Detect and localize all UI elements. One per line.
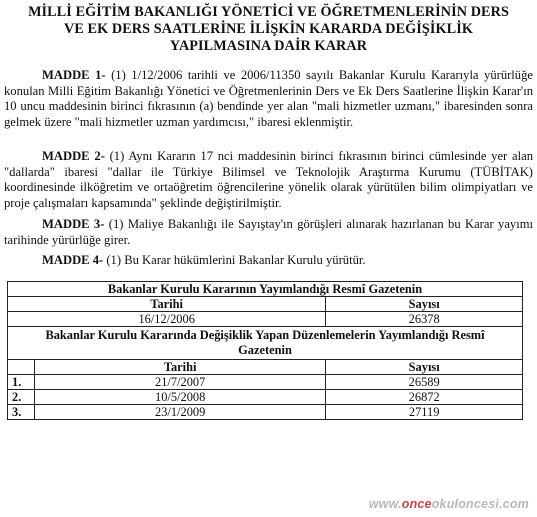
section1-number: 26378 bbox=[326, 312, 523, 327]
watermark-prefix: www. bbox=[368, 497, 402, 511]
table-row-1-date: 21/7/2007 bbox=[35, 375, 326, 390]
title-line-3: YAPILMASINA DAİR KARAR bbox=[169, 38, 368, 54]
table-row-2-number: 26872 bbox=[326, 390, 523, 405]
watermark-rest: okuloncesi.com bbox=[431, 497, 529, 511]
document-title bbox=[20, 4, 517, 55]
article-3-label: MADDE 3- bbox=[42, 217, 105, 231]
article-2-text: (1) Aynı Kararın 17 nci maddesinin birinci fıkrasının birinci cümlesinde yer alan "dallarda" ibaresi "dallar ile Türkiye Bilimsel ve Teknolojik Araştırma Kurumu (TÜBİTAK) koordinesinde ilköğretim ve ortaöğretim öğrencilerine yönelik olarak yürütülen bilim olimpiyatları ve proje çalışmaları kapsamında" şeklinde değiştirilmiştir. bbox=[4, 149, 533, 210]
article-3-text: (1) Maliye Bakanlığı ile Sayıştay'ın görüşleri alınarak hazırlanan bu Karar yayımı tarihinde yürürlüğe girer. bbox=[4, 217, 533, 247]
table-row-3-number: 27119 bbox=[326, 405, 523, 420]
table-row-2-index: 2. bbox=[8, 390, 35, 405]
section2-number-header: Sayısı bbox=[326, 360, 523, 375]
article-2-label: MADDE 2- bbox=[42, 149, 105, 163]
section2-date-header: Tarihi bbox=[35, 360, 326, 375]
table-row-1-index: 1. bbox=[8, 375, 35, 390]
article-3 bbox=[4, 217, 533, 248]
site-watermark bbox=[369, 497, 529, 511]
article-1-text: (1) 1/12/2006 tarihli ve 2006/11350 sayılı Bakanlar Kurulu Kararıyla yürürlüğe konulan Milli Eğitim Bakanlığı Yönetici ve Öğretmenlerinin Ders ve Ek Ders Saatlerine İlişkin Karar'ın 10 uncu maddesinin birinci fıkrasının (a) bendinde yer alan "mali hizmetler uzmanı," ibaresinden sonra gelmek üzere "mali hizmetler uzman yardımcısı," ibaresi eklenmiştir. bbox=[4, 68, 533, 129]
table-row-2-date: 10/5/2008 bbox=[35, 390, 326, 405]
table-row-3-index: 3. bbox=[8, 405, 35, 420]
article-1-label: MADDE 1- bbox=[42, 68, 106, 82]
article-4-label: MADDE 4- bbox=[42, 253, 104, 267]
article-1 bbox=[4, 68, 533, 130]
article-4 bbox=[4, 253, 533, 269]
section1-title: Bakanlar Kurulu Kararının Yayımlandığı Resmî Gazetenin bbox=[8, 282, 523, 297]
title-line-2: VE EK DERS SAATLERİNE İLİŞKİN KARARDA DEĞİŞİKLİK bbox=[64, 21, 473, 37]
watermark-accent: once bbox=[401, 497, 432, 511]
section1-date-header: Tarihi bbox=[8, 297, 326, 312]
section2-title: Bakanlar Kurulu Kararında Değişiklik Yapan Düzenlemelerin Yayımlandığı Resmî Gazetenin bbox=[8, 327, 523, 360]
article-2 bbox=[4, 149, 533, 211]
table-row-3-date: 23/1/2009 bbox=[35, 405, 326, 420]
article-4-text: (1) Bu Karar hükümlerini Bakanlar Kurulu yürütür. bbox=[103, 253, 366, 267]
gazette-table bbox=[7, 281, 523, 420]
section1-number-header: Sayısı bbox=[326, 297, 523, 312]
section1-date: 16/12/2006 bbox=[8, 312, 326, 327]
section2-index-header bbox=[8, 360, 35, 375]
table-row-1-number: 26589 bbox=[326, 375, 523, 390]
title-line-1: MİLLİ EĞİTİM BAKANLIĞI YÖNETİCİ VE ÖĞRETMENLERİNİN DERS bbox=[28, 4, 509, 20]
